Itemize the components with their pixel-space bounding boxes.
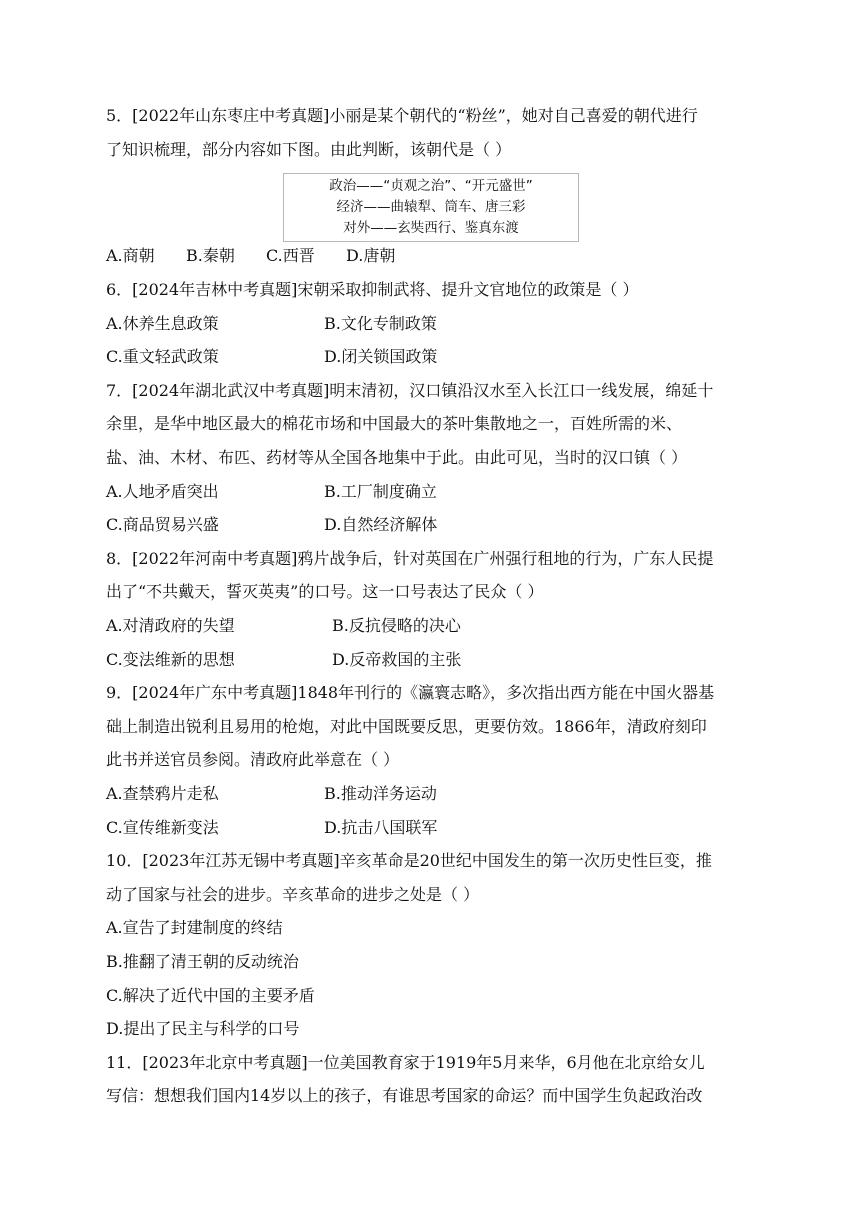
q7-stem-line-2: 余里，是华中地区最大的棉花市场和中国最大的茶叶集散地之一，百姓所需的米、: [106, 414, 683, 433]
q6-option-b: B.文化专制政策: [324, 314, 437, 333]
q8-stem-line-2: 出了“不共戴天，誓灭英夷”的口号。这一口号表达了民众（ ）: [106, 582, 544, 601]
q5-option-d: D.唐朝: [346, 246, 396, 265]
q5-stem-line-1: 5．[2022年山东枣庄中考真题]小丽是某个朝代的“粉丝”，她对自己喜爱的朝代进行: [106, 106, 698, 125]
q7-option-c: C.商品贸易兴盛: [106, 515, 219, 534]
q6-stem-line-1: 6．[2024年吉林中考真题]宋朝采取抑制武将、提升文官地位的政策是（ ）: [106, 280, 639, 299]
q7-option-a: A.人地矛盾突出: [106, 482, 219, 501]
q10-option-b: B.推翻了清王朝的反动统治: [106, 952, 299, 971]
q9-option-c: C.宣传维新变法: [106, 818, 219, 837]
q7-stem-line-1: 7．[2024年湖北武汉中考真题]明末清初，汉口镇沿汉水至入长江口一线发展，绵延十: [106, 381, 714, 400]
figure-line-economy: 经济——曲辕犁、筒车、唐三彩: [336, 199, 526, 215]
q5-stem-line-2: 了知识梳理，部分内容如下图。由此判断，该朝代是（ ）: [106, 140, 512, 159]
figure-line-foreign: 对外——玄奘西行、鉴真东渡: [343, 220, 519, 236]
q5-option-a: A.商朝: [106, 246, 155, 265]
q6-option-d: D.闭关锁国政策: [324, 347, 438, 366]
q8-option-a: A.对清政府的失望: [106, 616, 235, 635]
q10-option-c: C.解决了近代中国的主要矛盾: [106, 986, 315, 1005]
q9-stem-line-3: 此书并送官员参阅。清政府此举意在（ ）: [106, 750, 400, 769]
q8-stem-line-1: 8．[2022年河南中考真题]鸦片战争后，针对英国在广州强行租地的行为，广东人民提: [106, 549, 714, 568]
q10-stem-line-2: 动了国家与社会的进步。辛亥革命的进步之处是（ ）: [106, 885, 480, 904]
q7-option-d: D.自然经济解体: [324, 515, 438, 534]
q5-option-c: C.西晋: [266, 246, 315, 265]
q8-option-b: B.反抗侵略的决心: [332, 616, 461, 635]
q6-option-c: C.重文轻武政策: [106, 347, 219, 366]
q10-option-d: D.提出了民主与科学的口号: [106, 1019, 300, 1038]
q9-stem-line-2: 础上制造出锐利且易用的枪炮，对此中国既要反思，更要仿效。1866年，清政府刻印: [106, 717, 707, 736]
q9-option-a: A.查禁鸦片走私: [106, 784, 219, 803]
q7-option-b: B.工厂制度确立: [324, 482, 437, 501]
q11-stem-line-2: 写信：想想我们国内14岁以上的孩子，有谁思考国家的命运？而中国学生负起政治改: [106, 1086, 703, 1105]
q10-stem-line-1: 10．[2023年江苏无锡中考真题]辛亥革命是20世纪中国发生的第一次历史性巨变，推: [106, 851, 712, 870]
q8-option-c: C.变法维新的思想: [106, 650, 235, 669]
figure-line-politics: 政治——“贞观之治”、“开元盛世”: [329, 178, 533, 194]
q6-option-a: A.休养生息政策: [106, 314, 219, 333]
q5-knowledge-figure: [283, 173, 579, 242]
q9-stem-line-1: 9．[2024年广东中考真题]1848年刊行的《瀛寰志略》，多次指出西方能在中国火器基: [106, 683, 715, 702]
q10-option-a: A.宣告了封建制度的终结: [106, 918, 283, 937]
q9-option-d: D.抗击八国联军: [324, 818, 438, 837]
q5-option-b: B.秦朝: [186, 246, 235, 265]
q11-stem-line-1: 11．[2023年北京中考真题]一位美国教育家于1919年5月来华，6月他在北京给女儿: [106, 1053, 705, 1072]
q8-option-d: D.反帝救国的主张: [332, 650, 462, 669]
q7-stem-line-3: 盐、油、木材、布匹、药材等从全国各地集中于此。由此可见，当时的汉口镇（ ）: [106, 448, 688, 467]
q9-option-b: B.推动洋务运动: [324, 784, 437, 803]
